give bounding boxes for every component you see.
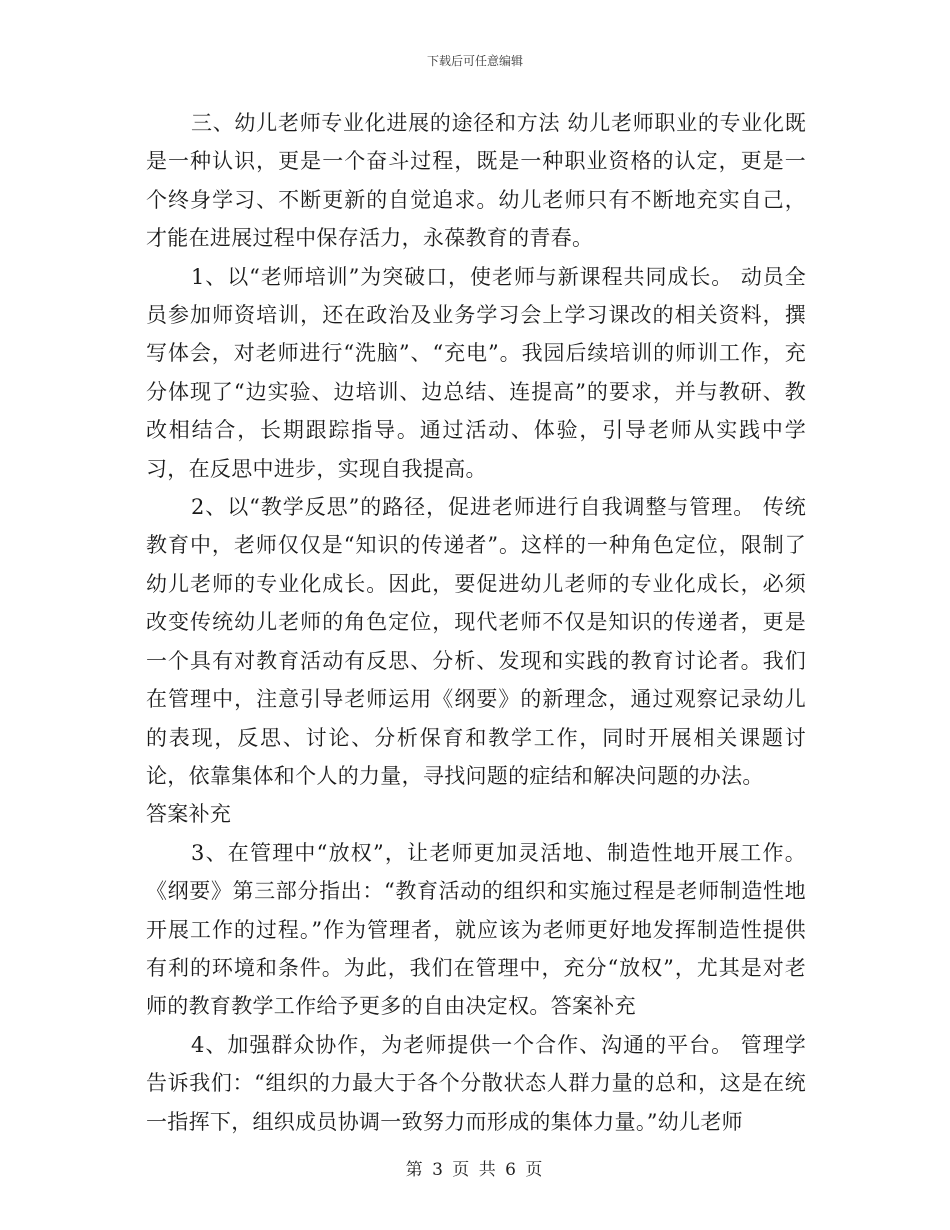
page-header: 下载后可任意编辑 [426,54,523,68]
document-body [146,104,806,1141]
paragraph-item-two: 2、以“教学反思”的路径，促进老师进行自我调整与管理。 传统教育中，老师仅仅是“知识的传递者”。这样的一种角色定位，限制了幼儿老师的专业化成长。因此，要促进幼儿老师的专业化成长，必须改变传统幼儿老师的角色定位，现代老师不仅是知识的传递者，更是一个具有对教育活动有反思、分析、发现和实践的教育讨论者。我们在管理中，注意引导老师运用《纲要》的新理念，通过观察记录幼儿的表现，反思、讨论、分析保育和教学工作，同时开展相关课题讨论，依靠集体和个人的力量，寻找问题的症结和解决问题的办法。 [146,495,806,788]
paragraph-item-one: 1、以“老师培训”为突破口，使老师与新课程共同成长。 动员全员参加师资培训，还在政治及业务学习会上学习课改的相关资料，撰写体会，对老师进行“洗脑”、“充电”。我园后续培训的师训工作，充分体现了“边实验、边培训、边总结、连提高”的要求，并与教研、教改相结合，长期跟踪指导。通过活动、体验，引导老师从实践中学习，在反思中进步，实现自我提高。 [146,264,806,481]
paragraph-answer-supplement: 答案补充 [146,802,232,827]
paragraph-item-three: 3、在管理中“放权”，让老师更加灵活地、制造性地开展工作。《纲要》第三部分指出：“教育活动的组织和实施过程是老师制造性地开展工作的过程。”作为管理者，就应该为老师更好地发挥制造性提供有利的环境和条件。为此，我们在管理中，充分“放权”，尤其是对老师的教育教学工作给予更多的自由决定权。答案补充 [146,840,806,1019]
page-number: 第 3 页 共 6 页 [405,1160,545,1180]
paragraph-section-three: 三、幼儿老师专业化进展的途径和方法 幼儿老师职业的专业化既是一种认识，更是一个奋斗过程，既是一种职业资格的认定，更是一个终身学习、不断更新的自觉追求。幼儿老师只有不断地充实自己，才能在进展过程中保存活力，永葆教育的青春。 [146,111,806,251]
paragraph-item-four: 4、加强群众协作，为老师提供一个合作、沟通的平台。 管理学告诉我们：“组织的力最大于各个分散状态人群力量的总和，这是在统一指挥下，组织成员协调一致努力而形成的集体力量。”幼儿老师 [146,1032,806,1134]
